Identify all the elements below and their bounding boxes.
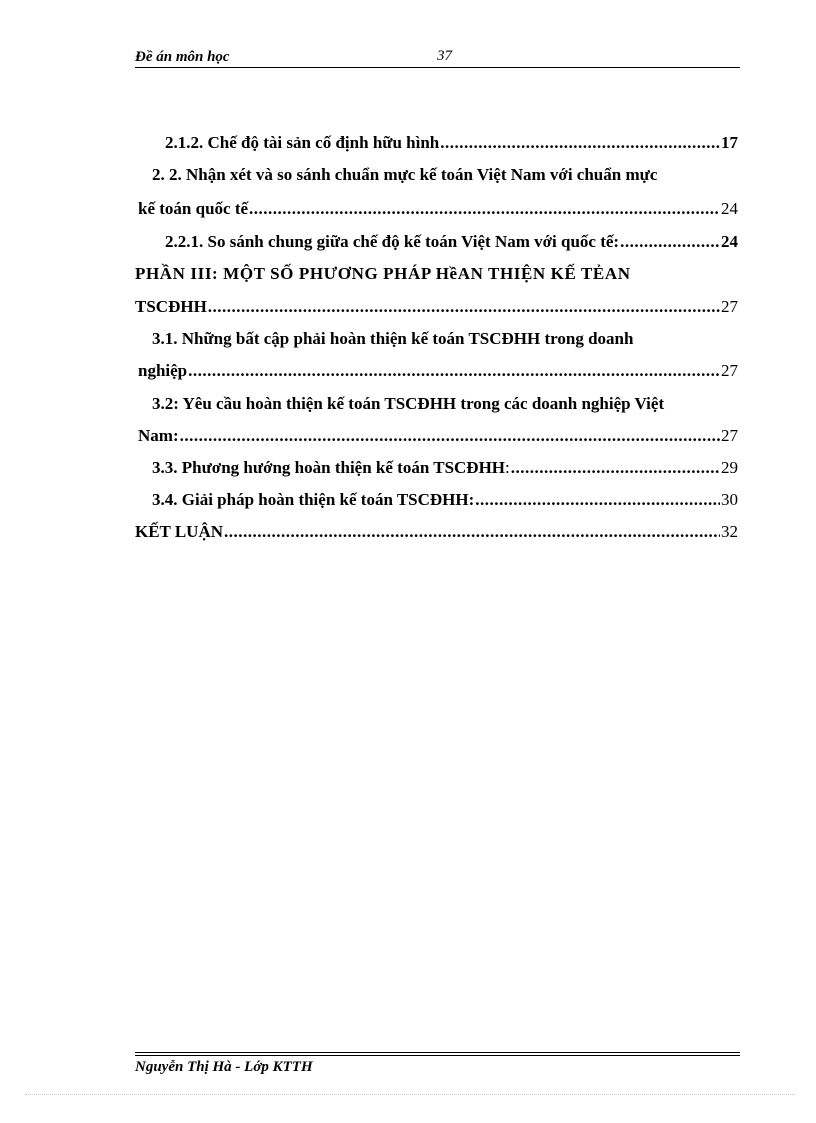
toc-part-3[interactable]	[135, 297, 738, 317]
toc-entry-page: 17	[721, 133, 738, 152]
toc-leader-dots	[620, 232, 720, 252]
toc-entry-page: 27	[721, 361, 738, 380]
toc-entry-text: kế toán quốc tế	[138, 199, 249, 218]
footer-author: Nguyễn Thị Hà - Lớp KTTH	[135, 1059, 313, 1075]
toc-leader-dots	[511, 458, 720, 478]
toc-entry-suffix: :	[505, 458, 510, 477]
footer-rule-bottom	[135, 1055, 740, 1056]
document-title: Đề án môn học	[135, 49, 230, 65]
toc-entry-page: 27	[721, 426, 738, 445]
toc-leader-dots	[208, 297, 720, 317]
toc-entry-3-4[interactable]	[152, 490, 738, 510]
toc-leader-dots	[188, 361, 720, 381]
toc-entry-text: 3.3. Phương hướng hoàn thiện kế toán TSCĐHH	[152, 458, 506, 477]
toc-entry-page: 32	[721, 522, 738, 541]
page-header	[135, 48, 740, 70]
page-number: 37	[437, 48, 452, 64]
toc-entry-3-1[interactable]	[138, 361, 738, 381]
toc-leader-dots	[249, 199, 720, 219]
toc-entry-text: TSCĐHH	[135, 297, 207, 316]
toc-leader-dots	[475, 490, 720, 510]
toc-entry-2-2-1[interactable]	[165, 232, 738, 252]
toc-entry-text: 3.4. Giải pháp hoàn thiện kế toán TSCĐHH:	[152, 490, 475, 509]
toc-conclusion[interactable]	[135, 522, 738, 542]
toc-entry-text: KẾT LUẬN	[135, 522, 224, 541]
toc-part-3-line1[interactable]: PHẦN III: MỘT SỐ PHƯƠNG PHÁP HềAN THIỆN KẾ TẺAN	[135, 264, 631, 283]
toc-entry-page: 29	[721, 458, 738, 477]
toc-leader-dots	[224, 522, 720, 542]
toc-leader-dots	[180, 426, 720, 446]
toc-entry-page: 30	[721, 490, 738, 509]
toc-entry-2-2-line1[interactable]: 2. 2. Nhận xét và so sánh chuẩn mực kế toán Việt Nam với chuẩn mực	[152, 165, 658, 184]
toc-entry-page: 27	[721, 297, 738, 316]
toc-entry-page: 24	[721, 232, 738, 251]
toc-entry-3-3[interactable]	[152, 458, 738, 478]
toc-entry-text: Nam:	[138, 426, 179, 445]
toc-entry-page: 24	[721, 199, 738, 218]
footer-rule-top	[135, 1052, 740, 1053]
toc-entry-2-2[interactable]	[138, 199, 738, 219]
toc-entry-text: 2.2.1. So sánh chung giữa chế độ kế toán Việt Nam với quốc tế:	[165, 232, 620, 251]
page-bottom-dotted-border	[25, 1094, 795, 1095]
toc-entry-text: nghiệp	[138, 361, 188, 380]
toc-entry-3-2-line1[interactable]: 3.2: Yêu cầu hoàn thiện kế toán TSCĐHH trong các doanh nghiệp Việt	[152, 394, 665, 413]
header-rule	[135, 67, 740, 68]
toc-entry-text: 2.1.2. Chế độ tài sản cố định hữu hình	[165, 133, 440, 152]
toc-entry-3-1-line1[interactable]: 3.1. Những bất cập phải hoàn thiện kế toán TSCĐHH trong doanh	[152, 329, 634, 348]
toc-leader-dots	[440, 133, 720, 153]
toc-entry-3-2[interactable]	[138, 426, 738, 446]
toc-entry-2-1-2[interactable]	[165, 133, 738, 153]
